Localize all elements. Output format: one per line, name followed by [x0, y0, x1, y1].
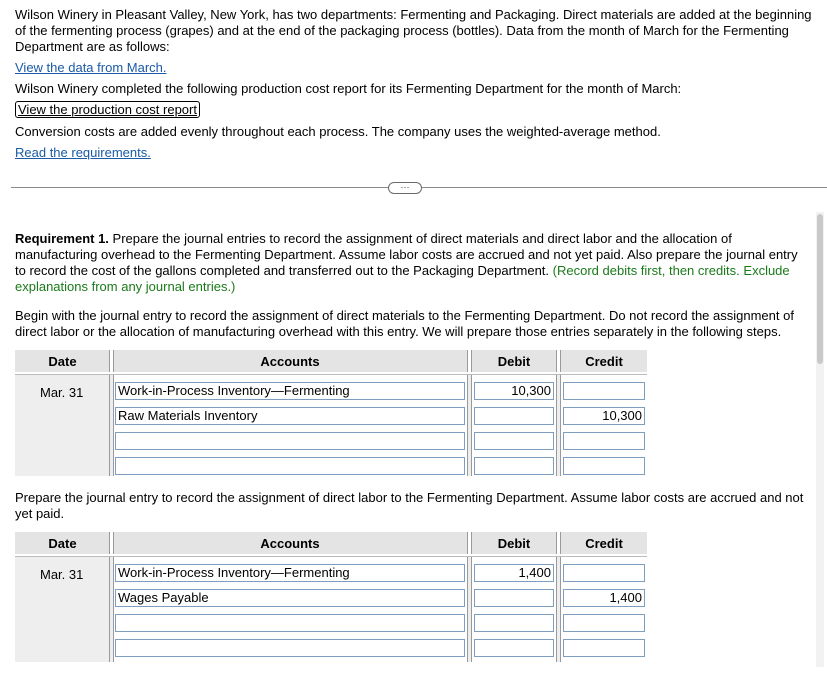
journal-2-row-4-credit[interactable] — [563, 639, 645, 657]
journal-1-header — [15, 350, 647, 372]
journal-2-row-1-credit[interactable] — [563, 564, 645, 582]
header-debit: Debit — [497, 536, 531, 551]
header-debit: Debit — [497, 354, 531, 369]
view-data-link[interactable]: View the data from March. — [15, 60, 167, 75]
journal-2-date-cell — [15, 557, 110, 662]
intro-paragraph-1: Wilson Winery in Pleasant Valley, New York, has two departments: Fermenting and Packaging. Direct materials are added at the beginning of the fermenting process (grapes) and at the end of the packaging process (bottles). Data from the month of March for the Fermenting Department are as follows: — [15, 7, 812, 54]
journal-1-row-1-debit[interactable]: 10,300 — [474, 382, 554, 400]
requirement-label: Requirement 1. — [15, 231, 109, 246]
journal-1-row-2-debit[interactable] — [474, 407, 554, 425]
header-credit: Credit — [585, 354, 623, 369]
header-accounts: Accounts — [260, 536, 320, 551]
vertical-scrollbar[interactable] — [816, 212, 824, 667]
journal-1-row-1-account[interactable]: Work-in-Process Inventory—Fermenting — [115, 382, 465, 400]
requirement-note: (Record debits first, then credits. Exclude explanations from any journal entries.) — [15, 263, 790, 294]
journal-2-row-2-account[interactable]: Wages Payable — [115, 589, 465, 607]
step-1-instruction: Begin with the journal entry to record the assignment of direct materials to the Fermenting Department. Do not record the assignment of direct labor or the allocation of manufacturing overhead with this entry. We will prepare those entries separately in the following steps. — [15, 308, 794, 339]
journal-1-date-cell — [15, 375, 110, 476]
header-date: Date — [48, 354, 77, 369]
journal-2-row-4-account[interactable] — [115, 639, 465, 657]
journal-1-row-2-account[interactable]: Raw Materials Inventory — [115, 407, 465, 425]
intro-paragraph-2: Wilson Winery completed the following production cost report for its Fermenting Department for the month of March: — [15, 81, 682, 96]
journal-2-date: Mar. 31 — [40, 567, 84, 582]
journal-1-row-4-debit[interactable] — [474, 457, 554, 475]
journal-1-row-3-debit[interactable] — [474, 432, 554, 450]
view-production-cost-report-link[interactable]: View the production cost report — [15, 101, 200, 118]
journal-entry-table-1 — [15, 350, 647, 476]
journal-1-row-3-account[interactable] — [115, 432, 465, 450]
journal-1-row-4-account[interactable] — [115, 457, 465, 475]
requirement-1-text — [15, 231, 805, 295]
journal-2-row-3-credit[interactable] — [563, 614, 645, 632]
view-report-link-row — [15, 102, 200, 117]
journal-1-row-4-credit[interactable] — [563, 457, 645, 475]
journal-2-row-2-credit[interactable]: 1,400 — [563, 589, 645, 607]
journal-entry-table-2 — [15, 532, 647, 662]
journal-2-row-2-debit[interactable] — [474, 589, 554, 607]
read-requirements-link[interactable]: Read the requirements. — [15, 145, 151, 160]
journal-2-row-1-account[interactable]: Work-in-Process Inventory—Fermenting — [115, 564, 465, 582]
journal-1-row-3-credit[interactable] — [563, 432, 645, 450]
view-data-link-row — [15, 60, 167, 75]
intro-paragraph-3: Conversion costs are added evenly throughout each process. The company uses the weighted-average method. — [15, 124, 661, 139]
journal-2-row-4-debit[interactable] — [474, 639, 554, 657]
journal-1-row-1-credit[interactable] — [563, 382, 645, 400]
scrollbar-thumb[interactable] — [817, 214, 823, 364]
journal-2-row-3-account[interactable] — [115, 614, 465, 632]
journal-2-row-3-debit[interactable] — [474, 614, 554, 632]
header-credit: Credit — [585, 536, 623, 551]
journal-2-row-1-debit[interactable]: 1,400 — [474, 564, 554, 582]
journal-1-row-2-credit[interactable]: 10,300 — [563, 407, 645, 425]
requirement-body: Prepare the journal entries to record the assignment of direct materials and direct labor and the allocation of manufacturing overhead to the Fermenting Department. Assume labor costs are accrued and not yet paid. Also prepare the journal entry to record the cost of the gallons completed and transferred out to the Packaging Department. — [15, 231, 798, 278]
journal-1-date: Mar. 31 — [40, 385, 84, 400]
step-2-instruction: Prepare the journal entry to record the assignment of direct labor to the Fermenting Department. Assume labor costs are accrued and not yet paid. — [15, 490, 804, 521]
header-accounts: Accounts — [260, 354, 320, 369]
header-date: Date — [48, 536, 77, 551]
requirements-link-row — [15, 145, 151, 160]
expand-more-button[interactable]: ··· — [388, 182, 422, 194]
journal-2-header — [15, 532, 647, 554]
